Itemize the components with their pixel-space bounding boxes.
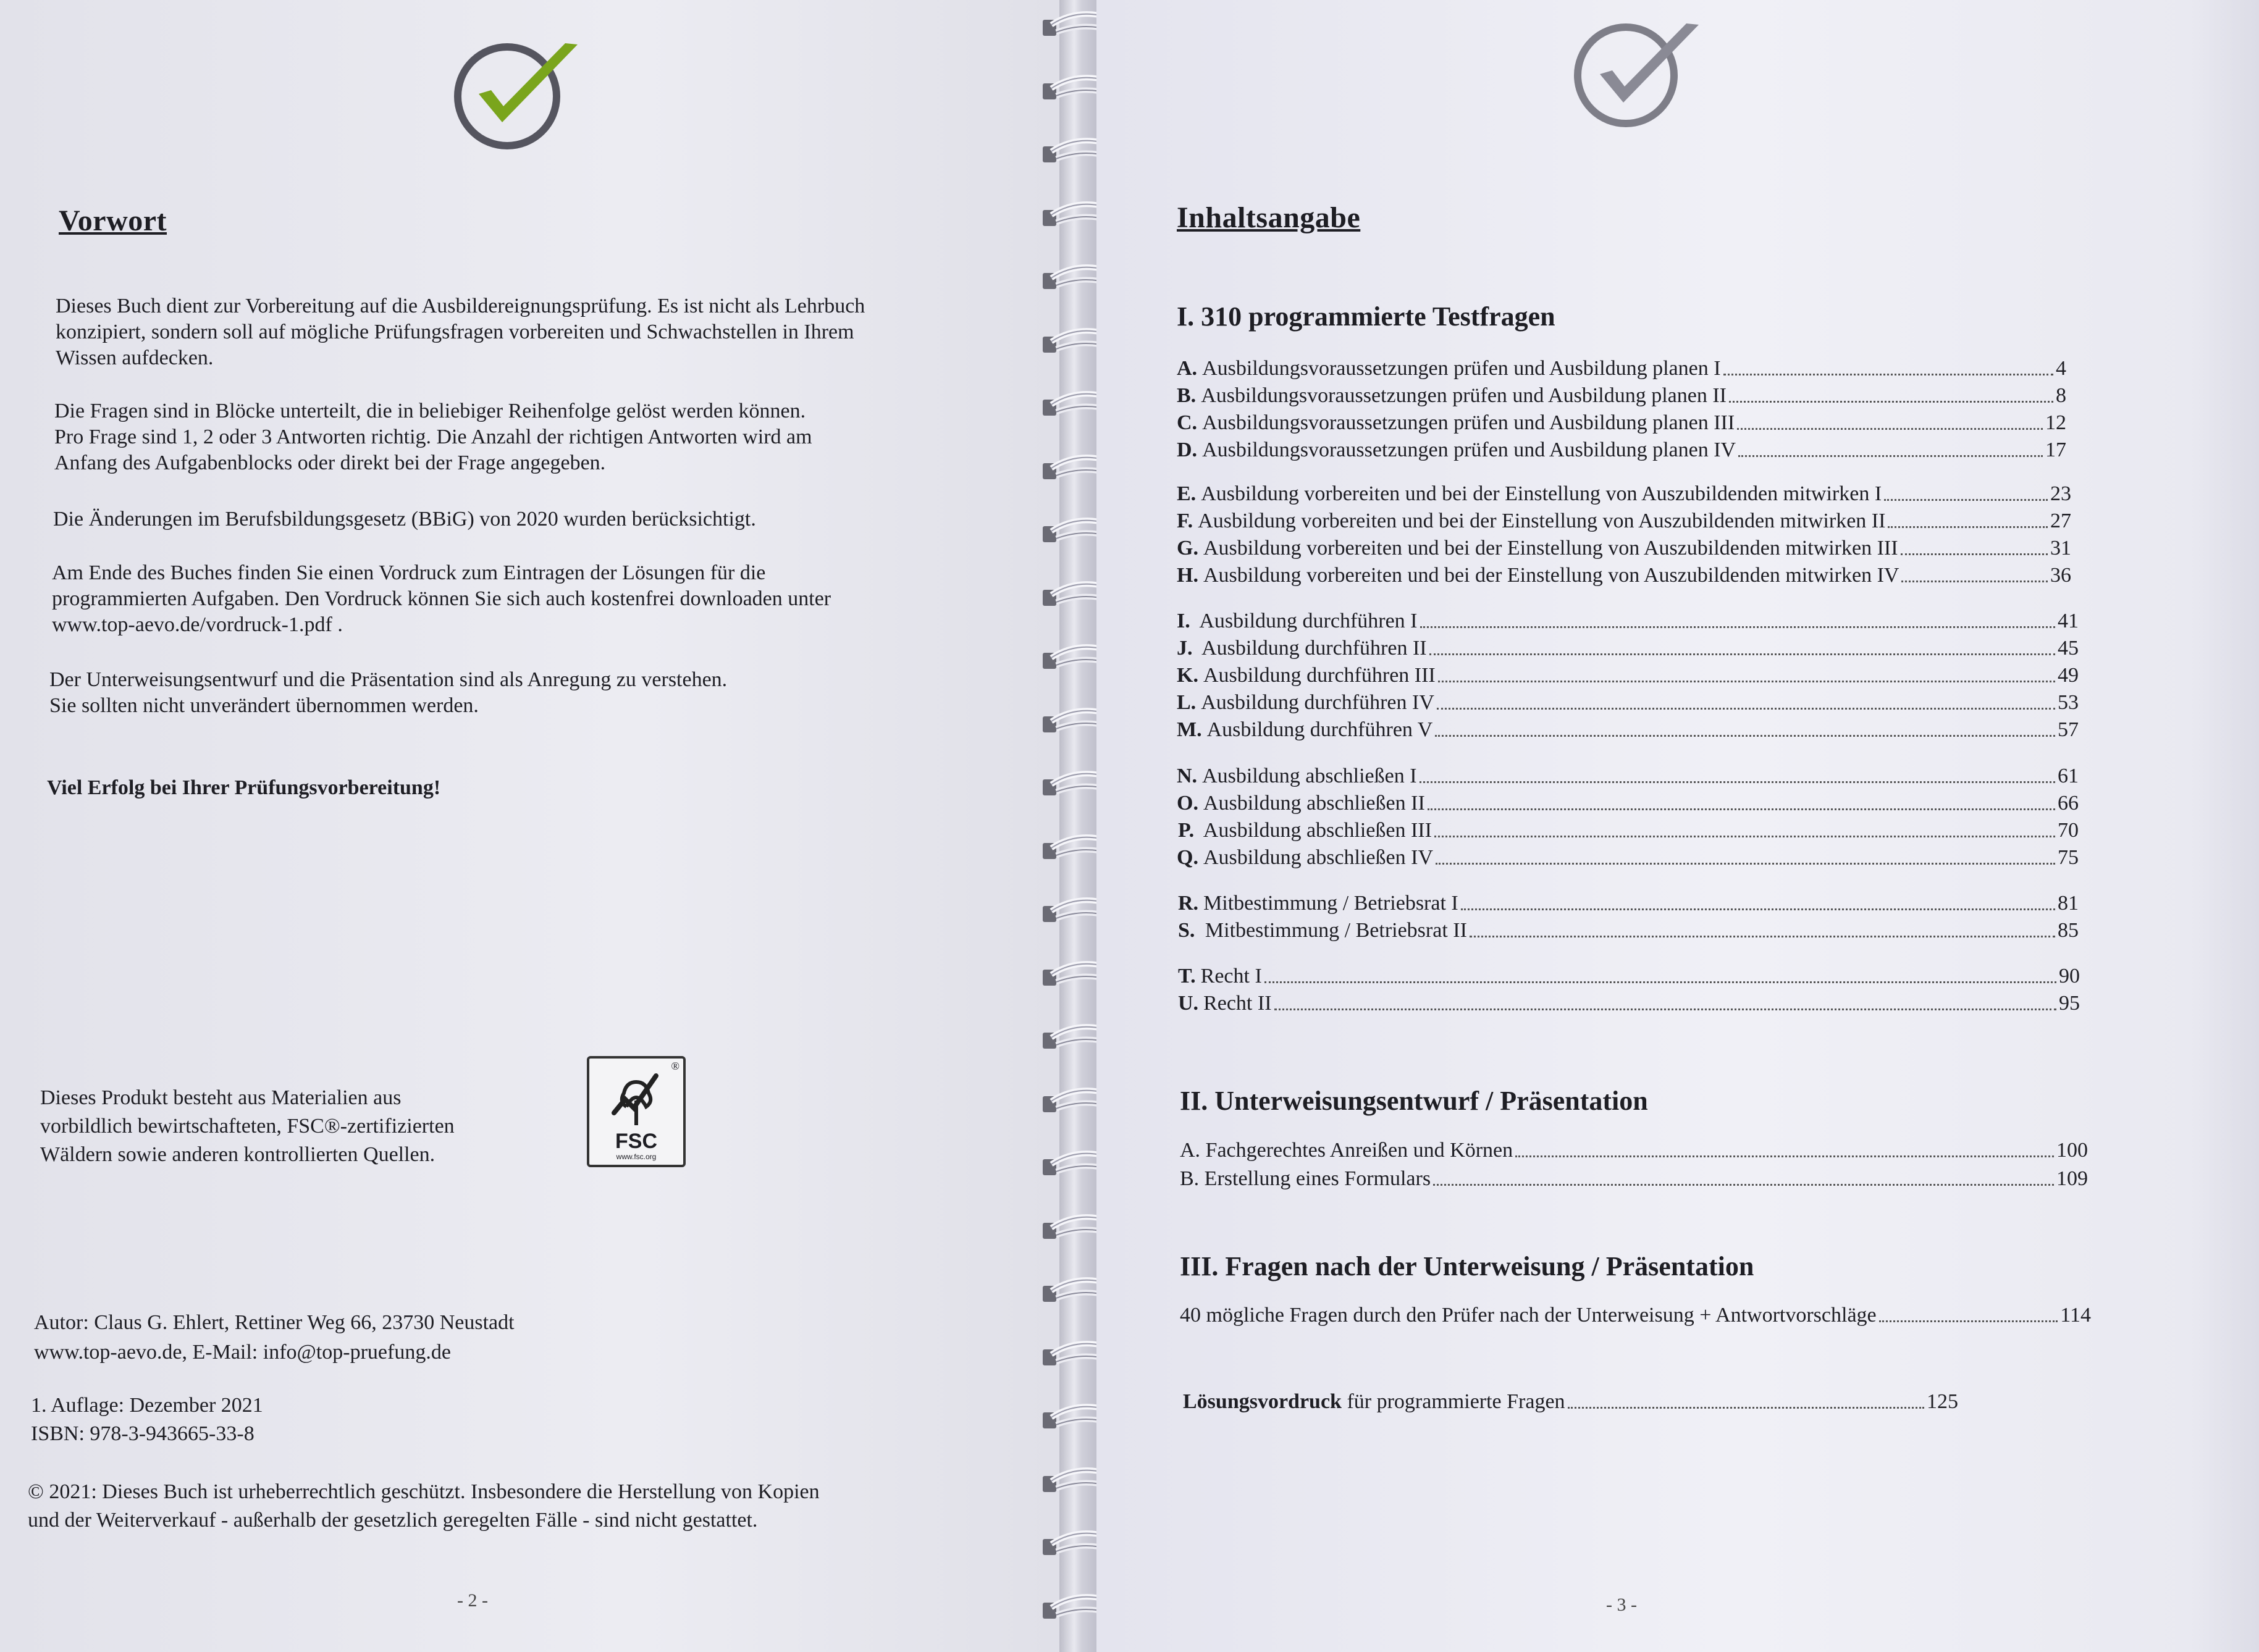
edition-line: 1. Auflage: Dezember 2021 — [31, 1394, 263, 1417]
toc-entry-label: Ausbildung vorbereiten und bei der Einstellung von Auszubildenden mitwirken I — [1201, 482, 1882, 505]
toc-entry — [1177, 533, 2071, 560]
toc-entry-solution — [1183, 1386, 1958, 1414]
toc-entry — [1178, 815, 2079, 842]
toc-leader — [1738, 455, 2043, 457]
left-page — [0, 0, 1059, 1652]
copyright-line: und der Weiterverkauf - außerhalb der gesetzlich geregelten Fälle - sind nicht gestattet. — [28, 1509, 758, 1532]
toc-entry — [1177, 788, 2079, 815]
toc-entry-letter: B. — [1177, 384, 1197, 407]
toc-entry-letter: H. — [1177, 564, 1198, 587]
toc-leader — [1420, 626, 2055, 628]
toc-entry-label: Ausbildung abschließen II — [1203, 792, 1425, 815]
toc-page-number: 53 — [2058, 691, 2079, 714]
toc-page-number: 95 — [2059, 992, 2080, 1015]
toc-leader — [1470, 936, 2055, 937]
toc-page-number: 109 — [2056, 1167, 2088, 1190]
toc-leader — [1884, 499, 2048, 501]
toc-leader — [1434, 836, 2055, 837]
toc-leader — [1515, 1155, 2054, 1157]
toc-page-number: 70 — [2058, 819, 2079, 842]
toc-page-number: 23 — [2050, 482, 2071, 505]
toc-entry-label: Ausbildung vorbereiten und bei der Einstellung von Auszubildenden mitwirken IV — [1203, 564, 1899, 587]
toc-heading: Inhaltsangabe — [1177, 201, 1361, 234]
toc-entry — [1180, 1135, 2088, 1162]
toc-entry — [1177, 761, 2079, 788]
toc-entry — [1178, 888, 2079, 915]
paragraph-line: Anfang des Aufgabenblocks oder direkt bei der Frage angegeben. — [54, 451, 606, 474]
toc-entry-label: Ausbildung abschließen I — [1202, 765, 1417, 787]
toc-page-number: 27 — [2050, 509, 2071, 532]
toc-leader — [1437, 708, 2055, 710]
toc-entry-letter: P. — [1178, 819, 1195, 842]
toc-entry-letter: I. — [1177, 610, 1190, 632]
toc-entry-letter: E. — [1177, 482, 1197, 505]
toc-entry — [1177, 435, 2066, 462]
toc-leader — [1879, 1320, 2058, 1322]
toc-leader — [1436, 863, 2055, 865]
toc-entry-letter: J. — [1177, 637, 1193, 660]
toc-page-number: 90 — [2059, 965, 2080, 987]
toc-entry-label: Ausbildung durchführen I — [1195, 610, 1418, 632]
fsc-tree-check-icon — [589, 1063, 683, 1134]
toc-entry — [1178, 961, 2080, 988]
paragraph-line: Die Änderungen im Berufsbildungsgesetz (BBiG) von 2020 wurden berücksichtigt. — [53, 508, 756, 530]
section-title: III. Fragen nach der Unterweisung / Präsentation — [1180, 1251, 1754, 1281]
toc-leader — [1428, 808, 2055, 810]
toc-entry — [1177, 660, 2079, 687]
toc-entry-label: Ausbildung abschließen III — [1199, 819, 1432, 842]
toc-page-number: 12 — [2045, 411, 2066, 434]
toc-entry-label: Ausbildung vorbereiten und bei der Einstellung von Auszubildenden mitwirken III — [1203, 537, 1898, 560]
toc-entry-letter: G. — [1177, 537, 1198, 560]
paragraph-line: programmierten Aufgaben. Den Vordruck können Sie sich auch kostenfrei downloaden unter — [52, 587, 831, 610]
toc-entry-label: Ausbildung durchführen V — [1206, 718, 1433, 741]
fsc-url: www.fsc.org — [616, 1152, 657, 1161]
toc-entry-letter: A. — [1177, 357, 1198, 380]
fsc-line: Wäldern sowie anderen kontrollierten Quellen. — [40, 1143, 435, 1166]
toc-entry — [1178, 915, 2079, 942]
toc-entry-letter: R. — [1178, 892, 1199, 915]
foreword-heading: Vorwort — [59, 204, 167, 237]
toc-entry — [1180, 1300, 2091, 1327]
paragraph-line: Dieses Buch dient zur Vorbereitung auf die Ausbildereignungsprüfung. Es ist nicht als Lehrbuch — [56, 295, 865, 317]
toc-entry-label: Mitbestimmung / Betriebsrat II — [1200, 919, 1467, 942]
toc-entry — [1180, 1164, 2088, 1191]
toc-entry — [1177, 842, 2079, 870]
toc-entry-label: 40 mögliche Fragen durch den Prüfer nach der Unterweisung + Antwortvorschläge — [1180, 1304, 1877, 1327]
paragraph-line: Wissen aufdecken. — [56, 346, 214, 369]
toc-entry-letter: D. — [1177, 438, 1198, 461]
copyright-block — [28, 1478, 820, 1535]
toc-entry-letter: F. — [1177, 509, 1193, 532]
toc-leader — [1435, 735, 2055, 737]
toc-leader — [1723, 374, 2053, 375]
toc-page-number: 81 — [2058, 892, 2079, 915]
copyright-line: © 2021: Dieses Buch ist urheberrechtlich geschützt. Insbesondere die Herstellung von Kopien — [28, 1480, 820, 1503]
toc-entry-bold: Lösungsvordruck — [1183, 1390, 1342, 1413]
toc-leader — [1901, 553, 2048, 555]
toc-leader — [1433, 1184, 2054, 1186]
toc-entry-label: Ausbildungsvoraussetzungen prüfen und Ausbildung planen III — [1202, 411, 1735, 434]
section-title: I. 310 programmierte Testfragen — [1177, 301, 1555, 332]
toc-entry — [1177, 380, 2066, 408]
edition-block — [31, 1391, 263, 1448]
toc-leader — [1901, 581, 2048, 582]
toc-page-number: 49 — [2058, 664, 2079, 687]
toc-entry — [1177, 353, 2066, 380]
toc-page-number: 75 — [2058, 846, 2079, 869]
toc-entry-label: A. Fachgerechtes Anreißen und Körnen — [1180, 1139, 1513, 1162]
toc-entry-label: Ausbildungsvoraussetzungen prüfen und Ausbildung planen IV — [1202, 438, 1736, 461]
toc-leader — [1438, 681, 2055, 682]
toc-leader — [1264, 981, 2056, 983]
toc-entry-label: Ausbildung vorbereiten und bei der Einstellung von Auszubildenden mitwirken II — [1198, 509, 1886, 532]
toc-page-number: 114 — [2060, 1304, 2091, 1327]
toc-leader — [1274, 1008, 2056, 1010]
toc-entry — [1177, 715, 2079, 742]
paragraph-line: Die Fragen sind in Blöcke unterteilt, die in beliebiger Reihenfolge gelöst werden können. — [54, 400, 806, 422]
toc-entry-letter: N. — [1177, 765, 1198, 787]
toc-leader — [1729, 401, 2053, 403]
toc-page-number: 61 — [2058, 765, 2079, 787]
toc-leader — [1888, 526, 2048, 528]
toc-entry-letter: S. — [1178, 919, 1195, 942]
fsc-line: Dieses Produkt besteht aus Materialien aus — [40, 1086, 402, 1109]
paragraph-line: Sie sollten nicht unverändert übernommen werden. — [49, 694, 479, 717]
toc-entry-label: Ausbildung abschließen IV — [1203, 846, 1433, 869]
paragraph-line: konzipiert, sondern soll auf mögliche Prüfungsfragen vorbereiten und Schwachstellen in Ihrem — [56, 321, 854, 343]
paragraph-line: Der Unterweisungsentwurf und die Präsentation sind als Anregung zu verstehen. — [49, 668, 728, 691]
toc-entry-letter: T. — [1178, 965, 1196, 987]
toc-entry-label: B. Erstellung eines Formulars — [1180, 1167, 1431, 1190]
toc-leader — [1737, 428, 2043, 430]
toc-page-number: 85 — [2058, 919, 2079, 942]
toc-entry-label: Ausbildung durchführen III — [1203, 664, 1436, 687]
toc-page-number: 36 — [2050, 564, 2071, 587]
toc-leader — [1568, 1407, 1924, 1409]
toc-entry-letter: L. — [1177, 691, 1197, 714]
toc-entry-label: Ausbildung durchführen II — [1197, 637, 1427, 660]
section-title: II. Unterweisungsentwurf / Präsentation — [1180, 1086, 1648, 1116]
toc-entry-label: Ausbildungsvoraussetzungen prüfen und Ausbildung planen II — [1201, 384, 1727, 407]
toc-leader — [1461, 908, 2055, 910]
toc-leader — [1420, 781, 2055, 783]
fsc-label: FSC — [615, 1130, 657, 1153]
toc-entry-letter: M. — [1177, 718, 1202, 741]
checkmark-logo-icon — [448, 37, 596, 154]
toc-page-number: 41 — [2058, 610, 2079, 632]
page-number-left: - 2 - — [457, 1590, 488, 1611]
toc-entry-label: Recht II — [1203, 992, 1272, 1015]
closing-line: Viel Erfolg bei Ihrer Prüfungsvorbereitung! — [47, 776, 441, 799]
toc-leader — [1429, 653, 2055, 655]
fsc-registered-mark: ® — [671, 1060, 679, 1072]
toc-page-number: 125 — [1927, 1390, 1958, 1413]
toc-page-number: 4 — [2056, 357, 2066, 380]
toc-page-number: 66 — [2058, 792, 2079, 815]
toc-entry — [1177, 479, 2071, 506]
paragraph-line: Pro Frage sind 1, 2 oder 3 Antworten richtig. Die Anzahl der richtigen Antworten wird am — [54, 426, 812, 448]
toc-entry-label: Ausbildungsvoraussetzungen prüfen und Ausbildung planen I — [1202, 357, 1721, 380]
toc-entry — [1177, 606, 2079, 633]
toc-entry — [1177, 687, 2079, 715]
toc-entry-letter: K. — [1177, 664, 1198, 687]
toc-entry — [1177, 633, 2079, 660]
toc-entry — [1177, 560, 2071, 587]
page-number-right: - 3 - — [1606, 1595, 1637, 1615]
toc-entry — [1177, 506, 2071, 533]
toc-entry — [1177, 408, 2066, 435]
author-line: www.top-aevo.de, E-Mail: info@top-pruefung.de — [34, 1341, 451, 1364]
toc-page-number: 31 — [2050, 537, 2071, 560]
author-block — [34, 1308, 515, 1367]
fsc-statement — [40, 1084, 455, 1169]
paragraph-line: Am Ende des Buches finden Sie einen Vordruck zum Eintragen der Lösungen für die — [52, 561, 766, 584]
toc-entry-label: Recht I — [1200, 965, 1262, 987]
toc-entry — [1178, 988, 2080, 1015]
toc-entry-letter: C. — [1177, 411, 1198, 434]
toc-page-number: 8 — [2056, 384, 2066, 407]
fsc-logo — [587, 1056, 686, 1167]
toc-page-number: 100 — [2056, 1139, 2088, 1162]
toc-entry-letter: O. — [1177, 792, 1198, 815]
paragraph-line: www.top-aevo.de/vordruck-1.pdf . — [52, 613, 343, 636]
toc-page-number: 57 — [2058, 718, 2079, 741]
fsc-line: vorbildlich bewirtschafteten, FSC®-zertifizierten — [40, 1115, 455, 1138]
toc-entry-letter: Q. — [1177, 846, 1198, 869]
toc-entry-label: Ausbildung durchführen IV — [1201, 691, 1434, 714]
toc-entry-letter: U. — [1178, 992, 1199, 1015]
isbn-line: ISBN: 978-3-943665-33-8 — [31, 1422, 255, 1445]
toc-entry-label: für programmierte Fragen — [1341, 1390, 1565, 1413]
right-page — [1096, 0, 2259, 1652]
checkmark-logo-gray-icon — [1569, 17, 1717, 135]
author-line: Autor: Claus G. Ehlert, Rettiner Weg 66, 23730 Neustadt — [34, 1311, 515, 1334]
toc-entry-label: Mitbestimmung / Betriebsrat I — [1203, 892, 1458, 915]
toc-page-number: 45 — [2058, 637, 2079, 660]
toc-page-number: 17 — [2045, 438, 2066, 461]
